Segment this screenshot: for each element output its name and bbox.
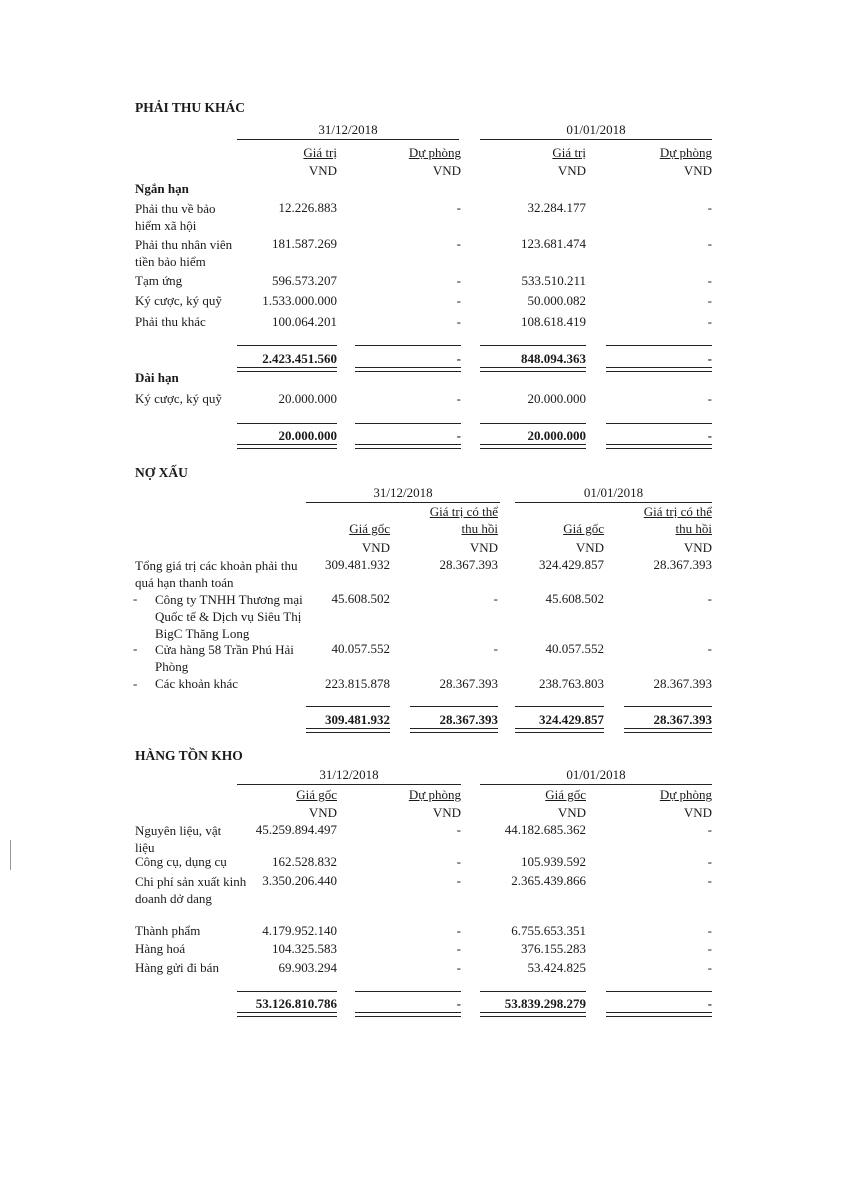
double-underline <box>410 728 498 733</box>
unit-label: VND <box>469 540 498 555</box>
double-underline <box>480 367 586 372</box>
cell-recoverable: 28.367.393 <box>653 557 712 572</box>
cell-value: 1.533.000.000 <box>262 293 337 308</box>
row-label: Hàng gửi đi bán <box>135 960 219 975</box>
cell-cost: 105.939.592 <box>521 854 586 869</box>
cell-provision: - <box>707 391 712 406</box>
cell-cost: 4.179.952.140 <box>262 923 337 938</box>
total-cost: 309.481.932 <box>325 712 390 727</box>
row-label: Ký cược, ký quỹ <box>135 391 222 406</box>
total-provision: - <box>456 996 461 1011</box>
cell-provision: - <box>707 236 712 251</box>
cell-provision: - <box>456 314 461 329</box>
cell-cost: 104.325.583 <box>272 941 337 956</box>
total-value: 20.000.000 <box>527 428 586 443</box>
cell-recoverable: - <box>707 591 712 606</box>
cell-provision: - <box>456 200 461 215</box>
col-header-provision-1: Dự phòng <box>408 145 461 160</box>
total-line <box>606 991 712 992</box>
cell-provision: - <box>456 822 461 837</box>
unit-label: VND <box>683 163 712 178</box>
cell-cost: 40.057.552 <box>331 641 390 656</box>
cell-cost: 40.057.552 <box>545 641 604 656</box>
total-line <box>237 423 337 424</box>
cell-provision: - <box>456 854 461 869</box>
date-header-1: 31/12/2018 <box>319 767 379 782</box>
cell-provision: - <box>456 923 461 938</box>
total-provision: - <box>707 428 712 443</box>
row-label: Các khoản khác <box>155 676 239 691</box>
cell-provision: - <box>707 293 712 308</box>
cell-cost: 45.608.502 <box>331 591 390 606</box>
row-label: Tạm ứng <box>135 273 183 288</box>
col-header-cost-2: Giá gốc <box>563 521 604 536</box>
total-cost: 324.429.857 <box>539 712 604 727</box>
cell-cost: 3.350.206.440 <box>262 873 337 888</box>
cell-provision: - <box>707 273 712 288</box>
row-label: Tổng giá trị các khoản phải thu quá hạn thanh toán <box>135 558 298 590</box>
cell-provision: - <box>707 923 712 938</box>
date-header-1: 31/12/2018 <box>373 485 433 500</box>
cell-provision: - <box>456 273 461 288</box>
date-header-2: 01/01/2018 <box>566 767 626 782</box>
divider <box>237 784 461 785</box>
cell-value: 100.064.201 <box>272 314 337 329</box>
row-label: Hàng hoá <box>135 941 186 956</box>
unit-label: VND <box>575 540 604 555</box>
cell-provision: - <box>456 941 461 956</box>
row-label: Thành phẩm <box>135 923 201 938</box>
row-label: Công ty TNHH Thương mại Quốc tế & Dịch vụ Siêu Thị BigC Thăng Long <box>155 592 303 641</box>
total-cost: 53.839.298.279 <box>504 996 586 1011</box>
cell-value: 32.284.177 <box>527 200 586 215</box>
divider <box>480 784 712 785</box>
col-header-provision-1: Dự phòng <box>408 787 461 802</box>
total-value: 848.094.363 <box>521 351 586 366</box>
total-value: 20.000.000 <box>278 428 337 443</box>
cell-provision: - <box>456 391 461 406</box>
section-title: NỢ XẤU <box>135 465 188 480</box>
double-underline <box>515 728 604 733</box>
unit-label: VND <box>557 163 586 178</box>
cell-cost: 45.608.502 <box>545 591 604 606</box>
col-header-provision-2: Dự phòng <box>659 145 712 160</box>
cell-recoverable: - <box>707 641 712 656</box>
double-underline <box>237 367 337 372</box>
col-header-value-1: Giá trị <box>303 145 337 160</box>
subheading-long-term: Dài hạn <box>135 370 179 385</box>
row-label: Cửa hàng 58 Trần Phú Hải Phòng <box>155 642 294 674</box>
col-header-provision-2: Dự phòng <box>659 787 712 802</box>
double-underline <box>480 444 586 449</box>
cell-value: 596.573.207 <box>272 273 337 288</box>
unit-label: VND <box>432 805 461 820</box>
cell-value: 181.587.269 <box>272 236 337 251</box>
cell-value: 533.510.211 <box>521 273 586 288</box>
cell-provision: - <box>707 854 712 869</box>
cell-provision: - <box>456 960 461 975</box>
double-underline <box>606 444 712 449</box>
row-label: Công cụ, dụng cụ <box>135 854 227 869</box>
cell-provision: - <box>707 200 712 215</box>
total-value: 2.423.451.560 <box>262 351 337 366</box>
total-line <box>355 423 461 424</box>
cell-cost: 69.903.294 <box>278 960 337 975</box>
cell-cost: 309.481.932 <box>325 557 390 572</box>
cell-cost: 223.815.878 <box>325 676 390 691</box>
cell-recoverable: 28.367.393 <box>439 676 498 691</box>
unit-label: VND <box>308 805 337 820</box>
cell-cost: 6.755.653.351 <box>511 923 586 938</box>
total-line <box>480 991 586 992</box>
cell-cost: 238.763.803 <box>539 676 604 691</box>
total-line <box>410 706 498 707</box>
divider <box>480 139 712 140</box>
section-title: PHẢI THU KHÁC <box>135 100 246 115</box>
cell-provision: - <box>707 822 712 837</box>
cell-value: 20.000.000 <box>527 391 586 406</box>
date-header-1: 31/12/2018 <box>318 122 378 137</box>
date-header-2: 01/01/2018 <box>583 485 644 500</box>
row-label: Ký cược, ký quỹ <box>135 293 222 308</box>
double-underline <box>624 728 712 733</box>
unit-label: VND <box>683 805 712 820</box>
double-underline <box>606 367 712 372</box>
total-recoverable: 28.367.393 <box>439 712 498 727</box>
double-underline <box>237 444 337 449</box>
cell-cost: 162.528.832 <box>272 854 337 869</box>
bullet: - <box>133 641 138 656</box>
double-underline <box>355 1012 461 1017</box>
cell-provision: - <box>456 293 461 308</box>
double-underline <box>355 444 461 449</box>
unit-label: VND <box>557 805 586 820</box>
total-provision: - <box>456 428 461 443</box>
total-line <box>306 706 390 707</box>
section-title: HÀNG TỒN KHO <box>135 748 243 763</box>
total-line <box>606 423 712 424</box>
cell-provision: - <box>456 236 461 251</box>
unit-label: VND <box>308 163 337 178</box>
cell-provision: - <box>707 314 712 329</box>
total-line <box>355 991 461 992</box>
cell-recoverable: 28.367.393 <box>653 676 712 691</box>
cell-provision: - <box>707 873 712 888</box>
col-header-cost-1: Giá gốc <box>349 521 390 536</box>
double-underline <box>237 1012 337 1017</box>
col-header-recoverable-2 <box>624 503 712 537</box>
col-header-recoverable-1 <box>410 503 498 537</box>
total-provision: - <box>707 996 712 1011</box>
row-label: Chi phí sản xuất kinh doanh dở dang <box>135 874 247 906</box>
unit-label: VND <box>361 540 390 555</box>
total-line <box>237 991 337 992</box>
total-cost: 53.126.810.786 <box>255 996 337 1011</box>
row-label: Phải thu về bảo hiểm xã hội <box>135 201 216 233</box>
total-line <box>355 345 461 346</box>
cell-value: 50.000.082 <box>527 293 586 308</box>
cell-cost: 376.155.283 <box>521 941 586 956</box>
date-header-2: 01/01/2018 <box>566 122 626 137</box>
cell-value: 108.618.419 <box>521 314 586 329</box>
cell-cost: 45.259.894.497 <box>255 822 337 837</box>
cell-recoverable: 28.367.393 <box>439 557 498 572</box>
total-line <box>606 345 712 346</box>
double-underline <box>606 1012 712 1017</box>
total-provision: - <box>456 351 461 366</box>
scan-artifact <box>10 840 11 870</box>
double-underline <box>306 728 390 733</box>
cell-recoverable: - <box>493 591 498 606</box>
cell-value: 20.000.000 <box>278 391 337 406</box>
cell-recoverable: - <box>493 641 498 656</box>
cell-cost: 53.424.825 <box>527 960 586 975</box>
divider <box>237 139 459 140</box>
unit-label: VND <box>432 163 461 178</box>
total-line <box>480 345 586 346</box>
bullet: - <box>133 591 138 606</box>
col-header-value-2: Giá trị <box>552 145 586 160</box>
total-recoverable: 28.367.393 <box>653 712 712 727</box>
total-line <box>624 706 712 707</box>
cell-cost: 2.365.439.866 <box>511 873 586 888</box>
unit-label: VND <box>683 540 712 555</box>
cell-cost: 324.429.857 <box>539 557 604 572</box>
cell-provision: - <box>456 873 461 888</box>
cell-value: 12.226.883 <box>278 200 337 215</box>
bullet: - <box>133 676 138 691</box>
total-line <box>237 345 337 346</box>
cell-provision: - <box>707 941 712 956</box>
double-underline <box>355 367 461 372</box>
cell-cost: 44.182.685.362 <box>504 822 586 837</box>
row-label: Phải thu nhân viên tiền bảo hiểm <box>135 237 233 269</box>
col-header-recoverable-text: Giá trị có thể thu hồi <box>643 504 712 536</box>
total-line <box>515 706 604 707</box>
double-underline <box>480 1012 586 1017</box>
row-label: Phải thu khác <box>135 314 206 329</box>
row-label: Nguyên liệu, vật liệu <box>135 823 222 855</box>
cell-value: 123.681.474 <box>521 236 586 251</box>
total-provision: - <box>707 351 712 366</box>
subheading-short-term: Ngắn hạn <box>135 181 189 196</box>
col-header-recoverable-text: Giá trị có thể thu hồi <box>429 504 498 536</box>
col-header-cost-2: Giá gốc <box>545 787 586 802</box>
total-line <box>480 423 586 424</box>
col-header-cost-1: Giá gốc <box>296 787 337 802</box>
cell-provision: - <box>707 960 712 975</box>
